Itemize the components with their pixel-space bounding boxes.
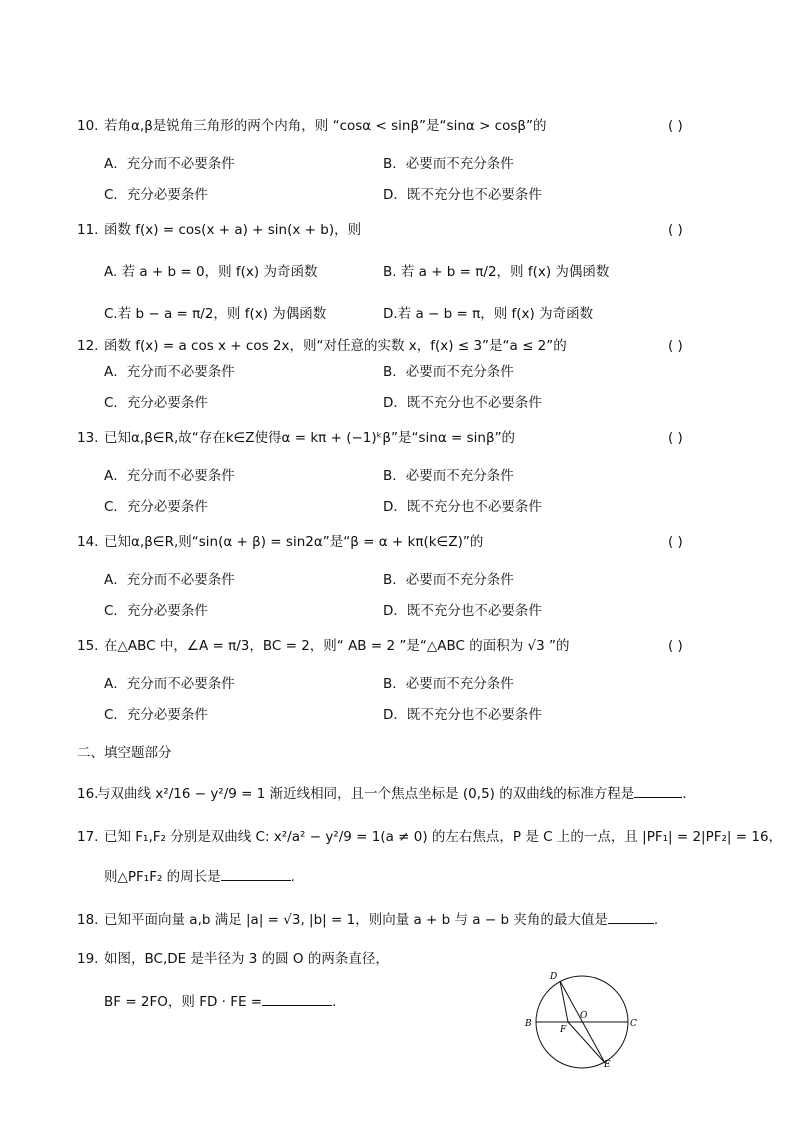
question-13-stem: 已知α,β∈R,故“存在k∈Z使得α = kπ + (−1)ᵏβ”是“sinα = sinβ”的 bbox=[104, 430, 516, 446]
question-10-option-c: C．充分必要条件 bbox=[104, 187, 208, 203]
question-12-answer-paren: ( ) bbox=[668, 338, 683, 354]
question-12-option-b: B．必要而不充分条件 bbox=[383, 364, 514, 380]
question-10-option-b: B．必要而不充分条件 bbox=[383, 156, 514, 172]
question-18-number: 18. bbox=[77, 912, 99, 928]
label-b: B bbox=[525, 1019, 532, 1029]
question-16-stem: 与双曲线 x²/16 − y²/9 = 1 渐近线相同，且一个焦点坐标是 (0,5) 的双曲线的标准方程是 bbox=[97, 786, 635, 802]
question-14-answer-paren: ( ) bbox=[668, 534, 683, 550]
question-18-tail: . bbox=[653, 912, 659, 928]
question-18-stem: 已知平面向量 a,b 满足 |a| = √3, |b| = 1，则向量 a + b 与 a − b 夹角的最大值是 bbox=[104, 912, 608, 928]
segment-fd bbox=[560, 981, 568, 1022]
question-18-text bbox=[104, 911, 658, 929]
question-11-stem: 函数 f(x) = cos(x + a) + sin(x + b)，则 bbox=[104, 222, 362, 238]
question-17-line2-text: 则△PF₁F₂ 的周长是 bbox=[104, 869, 221, 885]
question-11-option-a: A. 若 a + b = 0，则 f(x) 为奇函数 bbox=[104, 264, 318, 280]
segment-fe bbox=[568, 1022, 605, 1063]
question-11-option-c: C.若 b − a = π/2，则 f(x) 为偶函数 bbox=[104, 306, 327, 322]
question-10-option-d: D．既不充分也不必要条件 bbox=[383, 187, 542, 203]
question-12-stem: 函数 f(x) = a cos x + cos 2x，则“对任意的实数 x，f(x) ≤ 3”是“a ≤ 2”的 bbox=[104, 338, 567, 354]
question-14-option-c: C．充分必要条件 bbox=[104, 603, 208, 619]
question-11-option-b: B. 若 a + b = π/2，则 f(x) 为偶函数 bbox=[383, 264, 610, 280]
question-15-stem: 在△ABC 中，∠A = π/3，BC = 2，则“ AB = 2 ”是“△ABC 的面积为 √3 ”的 bbox=[104, 638, 570, 654]
question-13-option-b: B．必要而不充分条件 bbox=[383, 468, 514, 484]
question-14-option-b: B．必要而不充分条件 bbox=[383, 572, 514, 588]
question-14-option-a: A．充分而不必要条件 bbox=[104, 572, 235, 588]
question-12-number: 12. bbox=[77, 338, 99, 354]
question-10-option-a: A．充分而不必要条件 bbox=[104, 156, 235, 172]
question-15-option-d: D．既不充分也不必要条件 bbox=[383, 707, 542, 723]
question-17-stem: 已知 F₁,F₂ 分别是双曲线 C: x²/a² − y²/9 = 1(a ≠ 0) 的左右焦点，P 是 C 上的一点，且 |PF₁| = 2|PF₂| = 16， bbox=[104, 829, 783, 845]
question-13-option-c: C．充分必要条件 bbox=[104, 499, 208, 515]
question-16-text bbox=[97, 785, 687, 803]
question-19-line2-text: BF = 2FO，则 FD · FE = bbox=[104, 994, 263, 1010]
question-17-number: 17. bbox=[77, 829, 99, 845]
question-13-option-d: D．既不充分也不必要条件 bbox=[383, 499, 542, 515]
question-13-option-a: A．充分而不必要条件 bbox=[104, 468, 235, 484]
question-15-option-a: A．充分而不必要条件 bbox=[104, 676, 235, 692]
question-12-option-a: A．充分而不必要条件 bbox=[104, 364, 235, 380]
question-19-tail: . bbox=[332, 994, 337, 1010]
question-18-blank[interactable] bbox=[608, 911, 654, 924]
question-15-answer-paren: ( ) bbox=[668, 638, 683, 654]
question-15-number: 15. bbox=[77, 638, 99, 654]
question-14-number: 14. bbox=[77, 534, 99, 550]
question-19-number: 19. bbox=[77, 951, 99, 967]
question-19-blank[interactable] bbox=[262, 993, 332, 1006]
question-15-option-b: B．必要而不充分条件 bbox=[383, 676, 514, 692]
label-f: F bbox=[560, 1025, 567, 1035]
question-14-option-d: D．既不充分也不必要条件 bbox=[383, 603, 542, 619]
question-10-number: 10. bbox=[77, 118, 99, 134]
question-17-blank[interactable] bbox=[221, 868, 291, 881]
question-17-tail: . bbox=[290, 869, 295, 885]
question-12-option-d: D．既不充分也不必要条件 bbox=[383, 395, 542, 411]
question-15-option-c: C．充分必要条件 bbox=[104, 707, 208, 723]
label-o: O bbox=[580, 1011, 588, 1021]
question-12-option-c: C．充分必要条件 bbox=[104, 395, 208, 411]
question-14-stem: 已知α,β∈R,则“sin(α + β) = sin2α”是“β = α + kπ(k∈Z)”的 bbox=[104, 534, 484, 550]
question-13-number: 13. bbox=[77, 430, 99, 446]
section-title: 二、填空题部分 bbox=[77, 745, 172, 761]
label-d: D bbox=[550, 972, 558, 982]
question-16-blank[interactable] bbox=[634, 785, 682, 798]
question-16-number: 16. bbox=[77, 786, 99, 802]
label-e: E bbox=[604, 1060, 611, 1069]
question-13-answer-paren: ( ) bbox=[668, 430, 683, 446]
question-11-answer-paren: ( ) bbox=[668, 222, 683, 238]
circle-diagram bbox=[520, 965, 640, 1069]
question-16-tail: . bbox=[682, 786, 687, 802]
question-11-option-d: D.若 a − b = π，则 f(x) 为奇函数 bbox=[383, 306, 594, 322]
question-10-stem: 若角α,β是锐角三角形的两个内角，则 “cosα < sinβ”是“sinα > cosβ”的 bbox=[104, 118, 547, 134]
question-11-number: 11. bbox=[77, 222, 99, 238]
question-19-line2 bbox=[104, 993, 336, 1011]
question-19-stem: 如图，BC,DE 是半径为 3 的圆 O 的两条直径， bbox=[104, 951, 389, 967]
question-17-line2 bbox=[104, 868, 295, 886]
label-c: C bbox=[630, 1019, 637, 1029]
question-10-answer-paren: ( ) bbox=[668, 118, 683, 134]
